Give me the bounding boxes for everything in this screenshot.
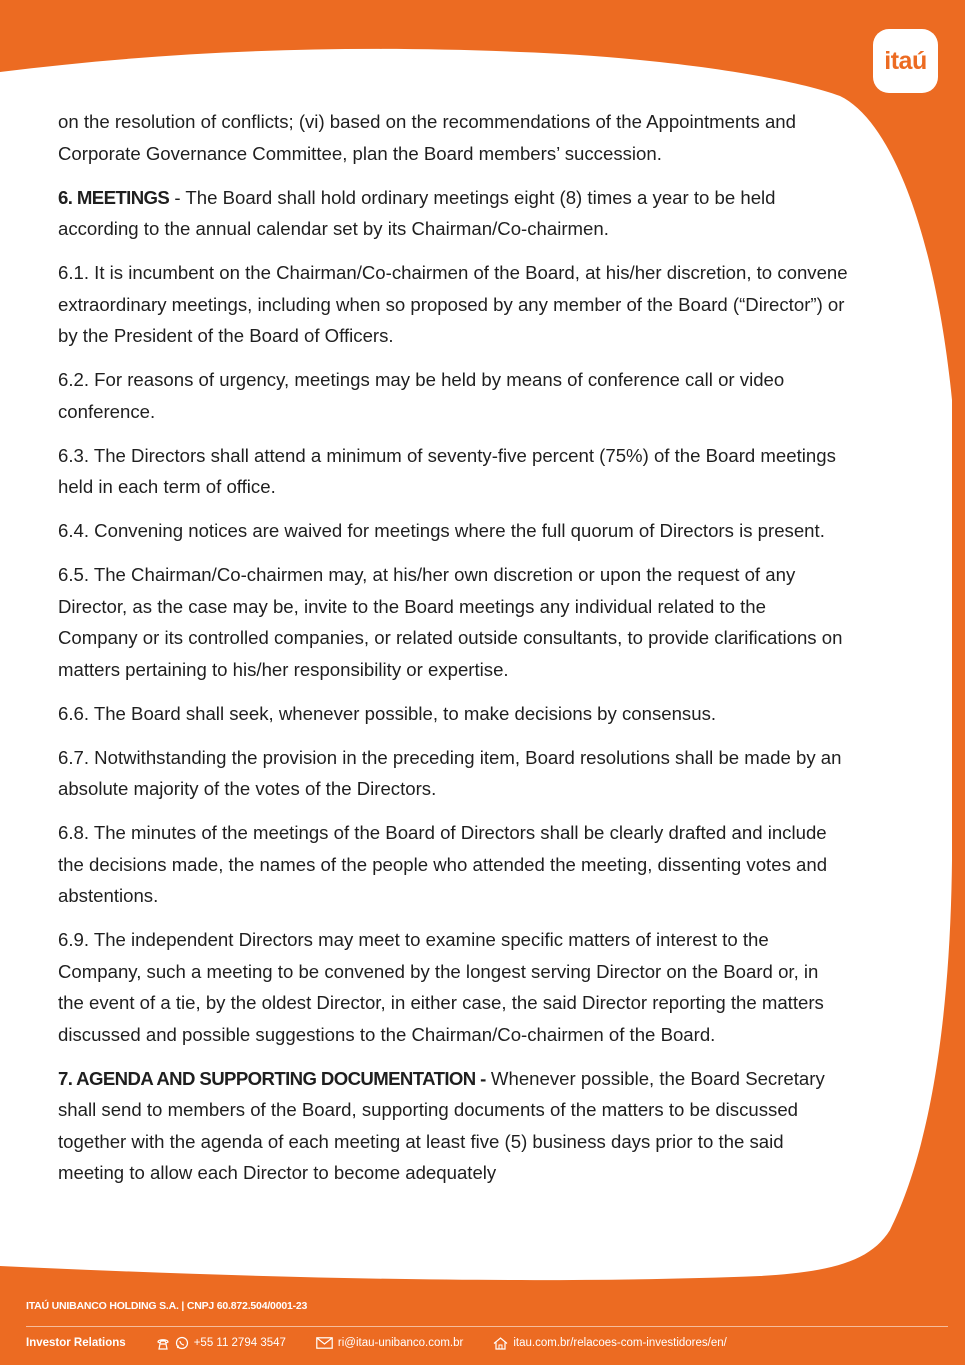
paragraph (58, 924, 848, 1050)
paragraph (58, 1063, 848, 1189)
paragraph-text: 6.9. The independent Directors may meet to examine specific matters of interest to the Company, such a meeting to be convened by the longest serving Director on the Board or, in the event of a tie, by the oldest Director, in either case, the said Director reporting the matters discussed and possible suggestions to the Chairman/Co-chairmen of the Board. (58, 929, 824, 1045)
footer-email[interactable] (316, 1337, 463, 1349)
document-body (58, 106, 848, 1201)
footer-divider (26, 1326, 948, 1327)
paragraph-text: 6.3. The Directors shall attend a minimum of seventy-five percent (75%) of the Board meetings held in each term of office. (58, 444, 836, 497)
footer-contact-bar (26, 1334, 757, 1352)
paragraph (58, 559, 848, 685)
paragraph-text: 6.8. The minutes of the meetings of the Board of Directors shall be clearly drafted and include the decisions made, the names of the people who attended the meeting, dissenting votes and abstentions. (58, 822, 828, 906)
paragraph-text: Whenever possible, the Board Secretary shall send to members of the Board, supporting documents of the matters to be discussed together with the agenda of each meeting at least five (5) business days prior to the said meeting to allow each Director to become adequately (58, 1067, 825, 1183)
paragraph-text: 6.6. The Board shall seek, whenever possible, to make decisions by consensus. (58, 702, 717, 724)
itau-logo: itaú (873, 29, 938, 93)
footer-company-info: ITAÚ UNIBANCO HOLDING S.A. | CNPJ 60.872.504/0001-23 (26, 1300, 308, 1312)
paragraph (58, 440, 848, 503)
footer-website[interactable] (493, 1337, 726, 1350)
footer-phone[interactable] (156, 1336, 286, 1350)
paragraph (58, 257, 848, 352)
paragraph-text: 6.7. Notwithstanding the provision in the preceding item, Board resolutions shall be made by an absolute majority of the votes of the Directors. (58, 746, 842, 799)
paragraph-text: 6.2. For reasons of urgency, meetings may be held by means of conference call or video conference. (58, 369, 785, 422)
paragraph-text: - The Board shall hold ordinary meetings eight (8) times a year to be held according to the annual calendar set by its Chairman/Co-chairmen. (58, 186, 776, 239)
paragraph (58, 817, 848, 912)
paragraph-text: 6.4. Convening notices are waived for meetings where the full quorum of Directors is present. (58, 520, 825, 541)
paragraph (58, 698, 848, 730)
whatsapp-icon (175, 1336, 194, 1350)
paragraph (58, 515, 848, 547)
paragraph (58, 742, 848, 805)
website-url: itau.com.br/relacoes-com-investidores/en/ (513, 1337, 727, 1349)
paragraph (58, 182, 848, 245)
section-heading-agenda: 7. AGENDA AND SUPPORTING DOCUMENTATION - (58, 1067, 486, 1089)
paragraph (58, 364, 848, 427)
paragraph (58, 106, 848, 169)
investor-relations-label: Investor Relations (26, 1337, 126, 1349)
mail-icon (316, 1337, 338, 1349)
home-icon (493, 1337, 513, 1350)
phone-icon (156, 1337, 175, 1350)
section-heading-meetings: 6. MEETINGS (58, 186, 170, 208)
phone-number: +55 11 2794 3547 (193, 1337, 286, 1349)
paragraph-text: 6.1. It is incumbent on the Chairman/Co-chairmen of the Board, at his/her discretion, to convene extraordinary meetings, including when so proposed by any member of the Board (“Director”) or by the President of the Board of Officers. (58, 262, 848, 346)
paragraph-text: 6.5. The Chairman/Co-chairmen may, at his/her own discretion or upon the request of any Director, as the case may be, invite to the Board meetings any individual related to the Company or its controlled companies, or related outside consultants, to provide clarifications on matters pertaining to his/her responsibility or expertise. (58, 564, 843, 680)
email-address: ri@itau-unibanco.com.br (337, 1337, 464, 1349)
paragraph-text: on the resolution of conflicts; (vi) based on the recommendations of the Appointments and Corporate Governance Committee, plan the Board members’ succession. (58, 111, 796, 164)
